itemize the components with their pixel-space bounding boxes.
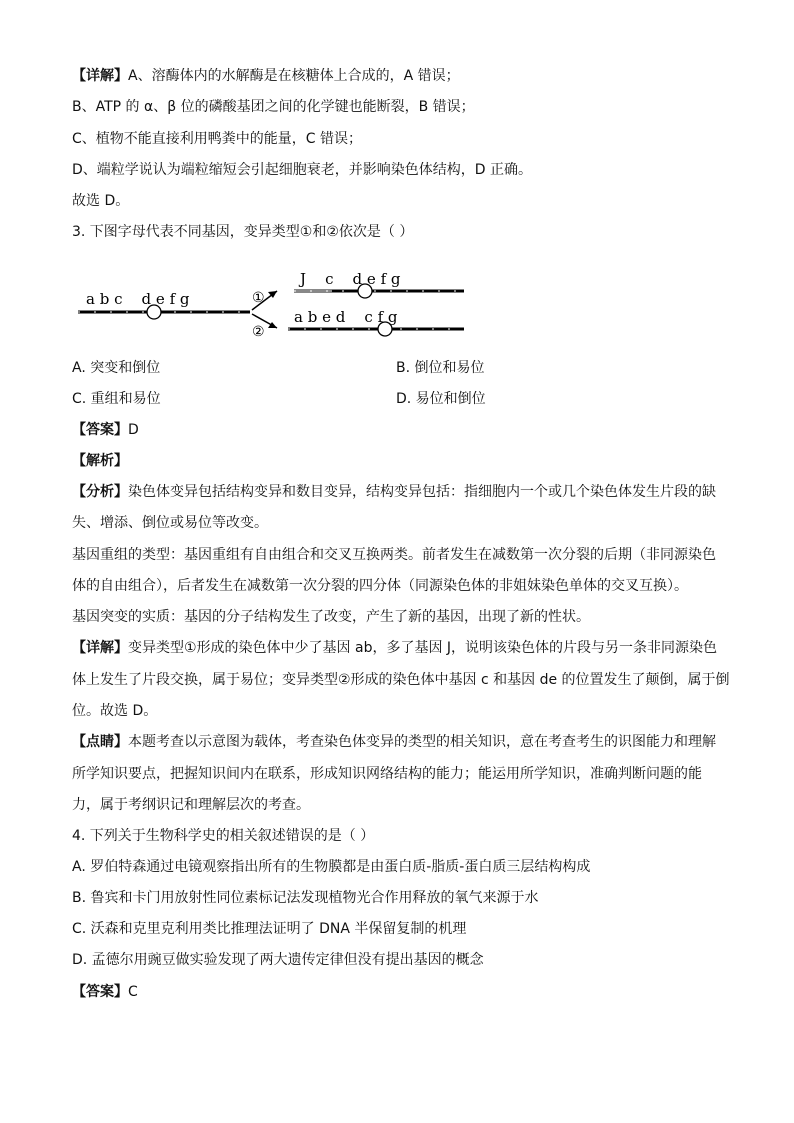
comment-text-1: 本题考查以示意图为载体，考查染色体变异的类型的相关知识，意在考查考生的识图能力和理解 [128, 734, 716, 750]
detail-line-b: B、ATP 的 α、β 位的磷酸基团之间的化学键也能断裂，B 错误； [72, 99, 475, 115]
analysis-text-1: 染色体变异包括结构变异和数目变异，结构变异包括：指细胞内一个或几个染色体发生片段的缺 [128, 484, 716, 500]
analysis-heading: 【解析】 [72, 453, 128, 469]
variant-chromosome-2 [288, 308, 464, 336]
explanation-line-3: 位。故选 D。 [72, 703, 158, 719]
comment-tag: 【点睛】 [72, 734, 128, 750]
analysis-tag: 【分析】 [72, 484, 128, 500]
detail-text: A、溶酶体内的水解酶是在核糖体上合成的，A 错误； [128, 68, 460, 84]
q4-answer-line [72, 982, 732, 1002]
arrows [252, 290, 277, 340]
chromosome-figure [72, 262, 492, 342]
q3-option-b: B. 倒位和易位 [396, 360, 485, 376]
choose-line: 故选 D。 [72, 193, 130, 209]
q4-option-b: B. 鲁宾和卡门用放射性同位素标记法发现植物光合作用释放的氧气来源于水 [72, 890, 539, 906]
explanation-line-1 [72, 638, 732, 658]
comment-line-3: 力，属于考纲识记和理解层次的考查。 [72, 797, 310, 813]
explanation-text-1: 变异类型①形成的染色体中少了基因 ab，多了基因 J，说明该染色体的片段与另一条非同源染色 [128, 640, 718, 656]
detail-line-d: D、端粒学说认为端粒缩短会引起细胞衰老，并影响染色体结构，D 正确。 [72, 162, 533, 178]
explanation-line-2: 体上发生了片段交换，属于易位；变异类型②形成的染色体中基因 c 和基因 de 的位置发生了颠倒，属于倒 [72, 672, 730, 688]
recombination-line-2: 体的自由组合），后者发生在减数第一次分裂的四分体（同源染色体的非姐妹染色单体的交叉互换）。 [72, 578, 688, 594]
answer-tag: 【答案】 [72, 422, 128, 438]
comment-line-2: 所学知识要点，把握知识间内在联系，形成知识网络结构的能力；能运用所学知识，准确判断问题的能 [72, 766, 702, 782]
explanation-tag: 【详解】 [72, 640, 128, 656]
original-chromosome [78, 290, 250, 319]
detail-tag: 【详解】 [72, 68, 128, 84]
variant-2-genes-label: a b e d c f g [294, 308, 398, 326]
q3-answer-line [72, 420, 732, 440]
variant-chromosome-1 [294, 270, 464, 298]
mark-2: ② [252, 324, 265, 340]
q4-option-c: C. 沃森和克里克利用类比推理法证明了 DNA 半保留复制的机理 [72, 921, 467, 937]
q4-option-a: A. 罗伯特森通过电镜观察指出所有的生物膜都是由蛋白质-脂质-蛋白质三层结构构成 [72, 859, 591, 875]
answer-value: D [128, 422, 139, 438]
detail-line-a [72, 66, 732, 86]
recombination-line-1: 基因重组的类型：基因重组有自由组合和交叉互换两类。前者发生在减数第一次分裂的后期（非同源染色 [72, 547, 716, 563]
q4-answer-tag: 【答案】 [72, 984, 128, 1000]
analysis-line-1 [72, 482, 732, 502]
q3-option-a: A. 突变和倒位 [72, 360, 161, 376]
q3-option-c: C. 重组和易位 [72, 391, 161, 407]
mutation-line: 基因突变的实质：基因的分子结构发生了改变，产生了新的基因，出现了新的性状。 [72, 609, 590, 625]
mark-1: ① [252, 290, 265, 306]
variant-1-genes-label: J c d e f g [300, 270, 401, 288]
comment-line-1 [72, 732, 732, 752]
analysis-line-2: 失、增添、倒位或易位等改变。 [72, 515, 268, 531]
detail-line-c: C、植物不能直接利用鸭粪中的能量，C 错误； [72, 131, 362, 147]
q4-option-d: D. 孟德尔用豌豆做实验发现了两大遗传定律但没有提出基因的概念 [72, 952, 484, 968]
original-genes-label: a b c d e f g [86, 290, 190, 308]
question-3-stem: 3. 下图字母代表不同基因，变异类型①和②依次是（ ） [72, 224, 414, 240]
question-4-stem: 4. 下列关于生物科学史的相关叙述错误的是（ ） [72, 828, 375, 844]
q4-answer-value: C [128, 984, 138, 1000]
q3-option-d: D. 易位和倒位 [396, 391, 486, 407]
